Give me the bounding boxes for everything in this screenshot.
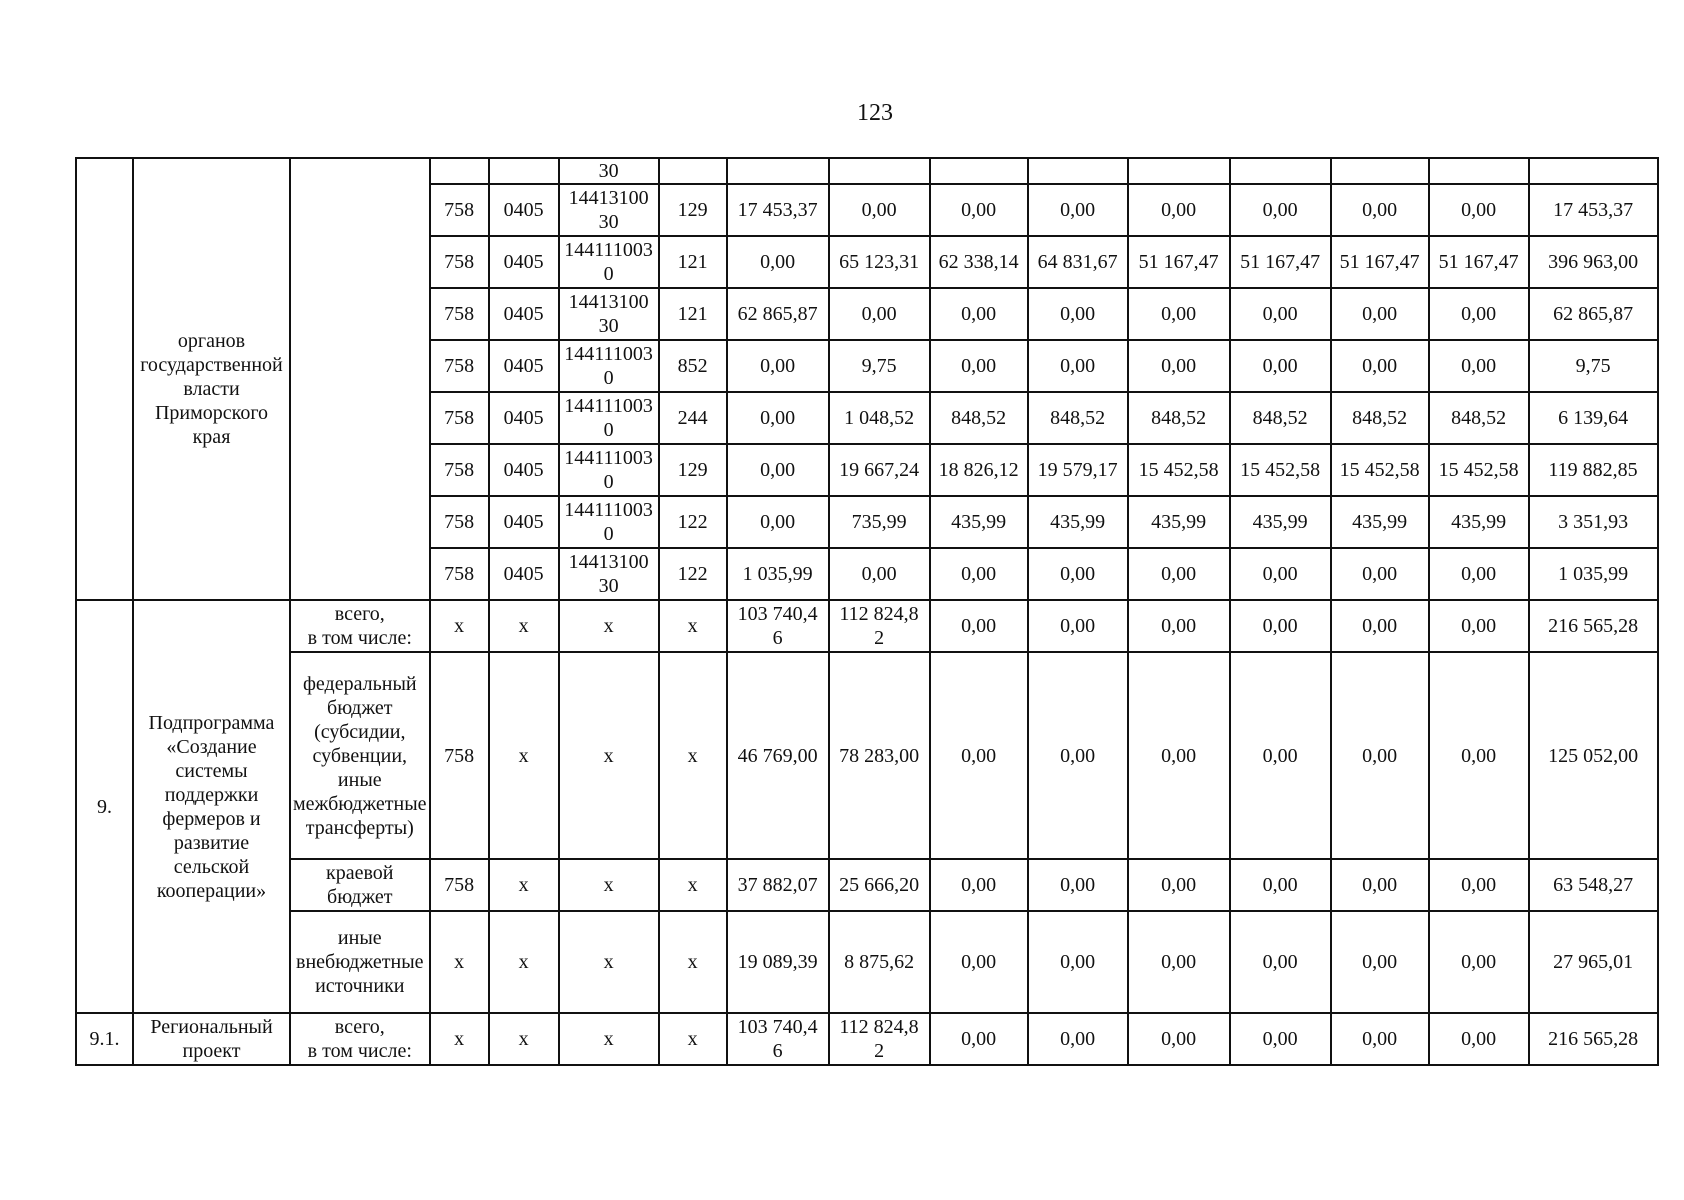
value-cell <box>1230 158 1331 184</box>
value-cell: 0,00 <box>727 236 829 288</box>
vr-cell: x <box>659 859 727 911</box>
rzpr-cell: x <box>489 859 559 911</box>
page-number: 123 <box>857 100 893 126</box>
value-cell: 0,00 <box>829 548 930 600</box>
value-cell: 1 048,52 <box>829 392 930 444</box>
value-cell: 0,00 <box>930 184 1028 236</box>
table-row <box>76 859 1658 911</box>
vr-cell: 121 <box>659 236 727 288</box>
value-cell: 0,00 <box>1331 859 1429 911</box>
value-cell: 63 548,27 <box>1529 859 1658 911</box>
grbs-cell: 758 <box>430 652 489 859</box>
value-cell: 0,00 <box>1028 184 1128 236</box>
value-cell: 3 351,93 <box>1529 496 1658 548</box>
value-cell: 0,00 <box>930 288 1028 340</box>
index-cell: 9. <box>76 600 133 1013</box>
vr-cell: x <box>659 600 727 652</box>
value-cell: 0,00 <box>1429 340 1529 392</box>
index-cell: 9.1. <box>76 1013 133 1065</box>
grbs-cell: 758 <box>430 444 489 496</box>
value-cell: 0,00 <box>1230 548 1331 600</box>
rzpr-cell: 0405 <box>489 392 559 444</box>
value-cell: 848,52 <box>1128 392 1230 444</box>
value-cell: 848,52 <box>1028 392 1128 444</box>
value-cell: 435,99 <box>1230 496 1331 548</box>
value-cell: 1 035,99 <box>1529 548 1658 600</box>
value-cell: 0,00 <box>1230 859 1331 911</box>
value-cell: 8 875,62 <box>829 911 930 1013</box>
vr-cell: x <box>659 911 727 1013</box>
csr-cell: 144111003 0 <box>559 444 659 496</box>
source-cell: федеральный бюджет (субсидии, субвенции, иные межбюджетные трансферты) <box>290 652 430 859</box>
csr-cell: 144111003 0 <box>559 236 659 288</box>
value-cell: 0,00 <box>1028 288 1128 340</box>
vr-cell: 852 <box>659 340 727 392</box>
value-cell: 0,00 <box>1429 288 1529 340</box>
value-cell: 62 865,87 <box>1529 288 1658 340</box>
value-cell: 112 824,8 2 <box>829 1013 930 1065</box>
value-cell: 848,52 <box>930 392 1028 444</box>
value-cell: 112 824,8 2 <box>829 600 930 652</box>
csr-cell: x <box>559 652 659 859</box>
value-cell <box>727 158 829 184</box>
value-cell: 0,00 <box>1230 911 1331 1013</box>
grbs-cell: 758 <box>430 184 489 236</box>
source-cell: всего, в том числе: <box>290 600 430 652</box>
vr-cell: x <box>659 652 727 859</box>
value-cell <box>1128 158 1230 184</box>
vr-cell: 122 <box>659 496 727 548</box>
value-cell: 0,00 <box>1429 1013 1529 1065</box>
value-cell <box>1429 158 1529 184</box>
value-cell: 9,75 <box>829 340 930 392</box>
value-cell: 0,00 <box>1128 600 1230 652</box>
vr-cell <box>659 158 727 184</box>
value-cell: 19 089,39 <box>727 911 829 1013</box>
csr-cell: 14413100 30 <box>559 184 659 236</box>
rzpr-cell: 0405 <box>489 288 559 340</box>
budget-table <box>75 157 1659 1066</box>
source-cell: всего, в том числе: <box>290 1013 430 1065</box>
value-cell: 0,00 <box>727 340 829 392</box>
table-row <box>76 911 1658 1013</box>
value-cell: 435,99 <box>1331 496 1429 548</box>
value-cell: 0,00 <box>1230 600 1331 652</box>
value-cell: 0,00 <box>1429 859 1529 911</box>
value-cell: 0,00 <box>1230 340 1331 392</box>
value-cell: 848,52 <box>1429 392 1529 444</box>
value-cell: 0,00 <box>1331 911 1429 1013</box>
value-cell: 0,00 <box>727 392 829 444</box>
value-cell: 0,00 <box>930 548 1028 600</box>
value-cell: 0,00 <box>1028 859 1128 911</box>
value-cell: 0,00 <box>1429 548 1529 600</box>
value-cell: 0,00 <box>829 184 930 236</box>
value-cell: 848,52 <box>1230 392 1331 444</box>
value-cell: 0,00 <box>1028 911 1128 1013</box>
csr-cell: 14413100 30 <box>559 288 659 340</box>
vr-cell: 122 <box>659 548 727 600</box>
value-cell: 62 338,14 <box>930 236 1028 288</box>
value-cell: 216 565,28 <box>1529 1013 1658 1065</box>
value-cell: 396 963,00 <box>1529 236 1658 288</box>
vr-cell: 129 <box>659 444 727 496</box>
rzpr-cell: 0405 <box>489 496 559 548</box>
value-cell <box>829 158 930 184</box>
value-cell: 0,00 <box>1429 600 1529 652</box>
value-cell: 435,99 <box>1128 496 1230 548</box>
rzpr-cell: 0405 <box>489 184 559 236</box>
value-cell: 119 882,85 <box>1529 444 1658 496</box>
value-cell: 0,00 <box>930 911 1028 1013</box>
csr-cell: x <box>559 911 659 1013</box>
value-cell <box>930 158 1028 184</box>
rzpr-cell: x <box>489 600 559 652</box>
value-cell: 25 666,20 <box>829 859 930 911</box>
value-cell: 0,00 <box>1331 288 1429 340</box>
program-name-cell: органов государственной власти Приморского края <box>133 158 290 600</box>
value-cell: 6 139,64 <box>1529 392 1658 444</box>
grbs-cell: 758 <box>430 288 489 340</box>
value-cell: 62 865,87 <box>727 288 829 340</box>
value-cell: 0,00 <box>1331 184 1429 236</box>
csr-cell: 30 <box>559 158 659 184</box>
value-cell: 0,00 <box>930 652 1028 859</box>
rzpr-cell: x <box>489 652 559 859</box>
grbs-cell: 758 <box>430 496 489 548</box>
value-cell: 0,00 <box>1230 652 1331 859</box>
vr-cell: x <box>659 1013 727 1065</box>
value-cell: 0,00 <box>1230 288 1331 340</box>
value-cell <box>1331 158 1429 184</box>
value-cell: 46 769,00 <box>727 652 829 859</box>
vr-cell: 129 <box>659 184 727 236</box>
value-cell: 0,00 <box>829 288 930 340</box>
value-cell: 0,00 <box>1429 184 1529 236</box>
value-cell: 0,00 <box>1128 184 1230 236</box>
value-cell: 103 740,4 6 <box>727 600 829 652</box>
value-cell: 0,00 <box>930 1013 1028 1065</box>
value-cell: 15 452,58 <box>1230 444 1331 496</box>
rzpr-cell: x <box>489 911 559 1013</box>
value-cell: 0,00 <box>930 340 1028 392</box>
grbs-cell <box>430 158 489 184</box>
value-cell: 15 452,58 <box>1128 444 1230 496</box>
source-cell <box>290 158 430 600</box>
rzpr-cell: 0405 <box>489 236 559 288</box>
value-cell: 435,99 <box>1028 496 1128 548</box>
value-cell: 216 565,28 <box>1529 600 1658 652</box>
csr-cell: 144111003 0 <box>559 340 659 392</box>
source-cell: иные внебюджетные источники <box>290 911 430 1013</box>
rzpr-cell: 0405 <box>489 548 559 600</box>
value-cell: 0,00 <box>1331 600 1429 652</box>
value-cell: 0,00 <box>1230 184 1331 236</box>
value-cell: 27 965,01 <box>1529 911 1658 1013</box>
rzpr-cell: x <box>489 1013 559 1065</box>
table-row <box>76 600 1658 652</box>
table-row <box>76 158 1658 184</box>
value-cell: 0,00 <box>1028 548 1128 600</box>
value-cell: 51 167,47 <box>1128 236 1230 288</box>
value-cell: 0,00 <box>1230 1013 1331 1065</box>
value-cell: 37 882,07 <box>727 859 829 911</box>
table-row <box>76 652 1658 859</box>
value-cell: 51 167,47 <box>1429 236 1529 288</box>
value-cell: 435,99 <box>930 496 1028 548</box>
value-cell: 0,00 <box>1128 911 1230 1013</box>
value-cell: 51 167,47 <box>1331 236 1429 288</box>
rzpr-cell: 0405 <box>489 444 559 496</box>
value-cell: 78 283,00 <box>829 652 930 859</box>
value-cell: 17 453,37 <box>727 184 829 236</box>
value-cell: 0,00 <box>1028 340 1128 392</box>
value-cell: 1 035,99 <box>727 548 829 600</box>
value-cell: 735,99 <box>829 496 930 548</box>
value-cell: 0,00 <box>1128 288 1230 340</box>
grbs-cell: 758 <box>430 236 489 288</box>
csr-cell: x <box>559 1013 659 1065</box>
value-cell: 435,99 <box>1429 496 1529 548</box>
value-cell: 0,00 <box>1028 1013 1128 1065</box>
value-cell: 0,00 <box>930 859 1028 911</box>
csr-cell: x <box>559 859 659 911</box>
value-cell: 0,00 <box>1331 548 1429 600</box>
value-cell: 65 123,31 <box>829 236 930 288</box>
value-cell: 9,75 <box>1529 340 1658 392</box>
rzpr-cell <box>489 158 559 184</box>
value-cell <box>1529 158 1658 184</box>
csr-cell: 144111003 0 <box>559 392 659 444</box>
vr-cell: 121 <box>659 288 727 340</box>
value-cell: 103 740,4 6 <box>727 1013 829 1065</box>
source-cell: краевой бюджет <box>290 859 430 911</box>
value-cell: 0,00 <box>1128 1013 1230 1065</box>
value-cell: 125 052,00 <box>1529 652 1658 859</box>
value-cell: 0,00 <box>1331 340 1429 392</box>
value-cell: 0,00 <box>727 444 829 496</box>
value-cell: 15 452,58 <box>1429 444 1529 496</box>
program-name-cell: Подпрограмма «Создание системы поддержки фермеров и развитие сельской кооперации» <box>133 600 290 1013</box>
value-cell: 0,00 <box>1128 548 1230 600</box>
value-cell: 0,00 <box>1128 340 1230 392</box>
csr-cell: x <box>559 600 659 652</box>
value-cell: 0,00 <box>1429 911 1529 1013</box>
value-cell: 64 831,67 <box>1028 236 1128 288</box>
value-cell: 17 453,37 <box>1529 184 1658 236</box>
vr-cell: 244 <box>659 392 727 444</box>
value-cell: 18 826,12 <box>930 444 1028 496</box>
value-cell: 848,52 <box>1331 392 1429 444</box>
value-cell: 0,00 <box>727 496 829 548</box>
index-cell <box>76 158 133 600</box>
value-cell: 0,00 <box>1429 652 1529 859</box>
value-cell: 19 579,17 <box>1028 444 1128 496</box>
value-cell: 0,00 <box>1331 652 1429 859</box>
value-cell <box>1028 158 1128 184</box>
value-cell: 0,00 <box>1128 859 1230 911</box>
grbs-cell: 758 <box>430 859 489 911</box>
program-name-cell: Региональный проект <box>133 1013 290 1065</box>
grbs-cell: x <box>430 600 489 652</box>
csr-cell: 144111003 0 <box>559 496 659 548</box>
rzpr-cell: 0405 <box>489 340 559 392</box>
grbs-cell: 758 <box>430 548 489 600</box>
value-cell: 0,00 <box>1028 600 1128 652</box>
value-cell: 0,00 <box>1331 1013 1429 1065</box>
grbs-cell: 758 <box>430 340 489 392</box>
grbs-cell: 758 <box>430 392 489 444</box>
value-cell: 0,00 <box>930 600 1028 652</box>
value-cell: 0,00 <box>1028 652 1128 859</box>
csr-cell: 14413100 30 <box>559 548 659 600</box>
value-cell: 15 452,58 <box>1331 444 1429 496</box>
grbs-cell: x <box>430 1013 489 1065</box>
grbs-cell: x <box>430 911 489 1013</box>
value-cell: 19 667,24 <box>829 444 930 496</box>
value-cell: 0,00 <box>1128 652 1230 859</box>
value-cell: 51 167,47 <box>1230 236 1331 288</box>
table-row <box>76 1013 1658 1065</box>
